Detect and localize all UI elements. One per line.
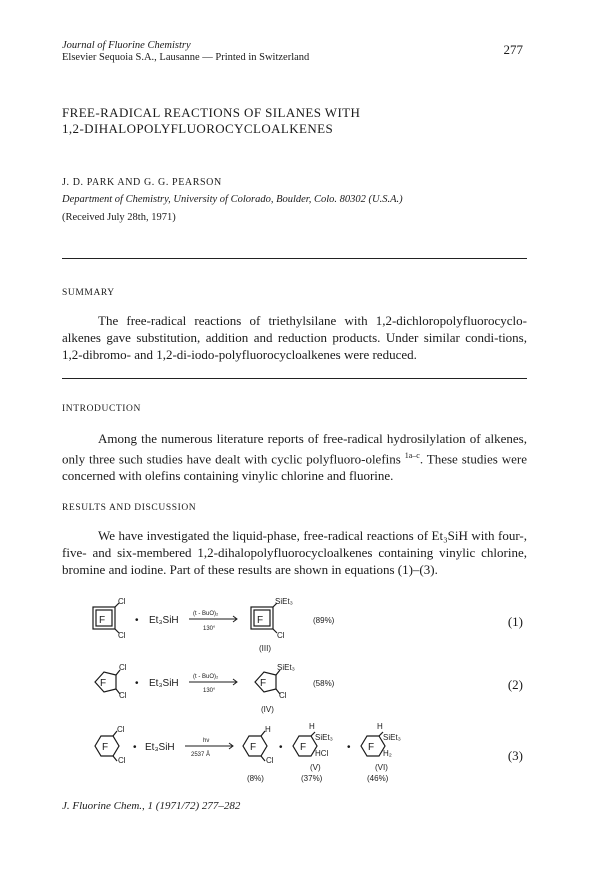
- summary-heading: SUMMARY: [62, 288, 115, 298]
- eq2-condition-bottom: 130°: [203, 688, 216, 694]
- eq1-product-sub-siet3: SiEt₃: [275, 597, 293, 606]
- eq2-product-sub-cl: Cl: [279, 691, 287, 700]
- eq3-sub-cl-top: Cl: [117, 725, 125, 734]
- equation-3-number: (3): [507, 748, 523, 763]
- eq3-p2-label: (V): [310, 763, 321, 772]
- eq1-yield: (89%): [313, 616, 335, 625]
- reference-marker: 1a–c: [404, 451, 420, 460]
- publisher-line: Elsevier Sequoia S.A., Lausanne — Printed in Switzerland: [62, 52, 310, 63]
- footer-citation: J. Fluorine Chem., 1 (1971/72) 277–282: [62, 800, 241, 812]
- eq3-sub-cl-bottom: Cl: [118, 756, 126, 765]
- introduction-paragraph: [62, 430, 527, 484]
- title-line-1: FREE-RADICAL REACTIONS OF SILANES WITH: [62, 105, 361, 120]
- eq2-plus: •: [135, 678, 139, 689]
- eq3-plus-2: •: [279, 742, 283, 753]
- eq2-condition-top: (t - BuO)₂: [193, 674, 219, 680]
- summary-paragraph: The free-radical reactions of triethylsilane with 1,2-dichloropolyfluorocyclo-alkenes gave substitution, addition and reduction products. Under similar condi-tions, 1,2-dibromo- and 1,2-di-iodo-polyfluorocycloalkenes were reduced.: [62, 313, 527, 362]
- article-title: [62, 105, 360, 137]
- eq3-p1-sub-cl: Cl: [266, 756, 274, 765]
- eq3-p2-sub-hcl: HCl: [315, 749, 329, 758]
- eq3-p1-yield: (8%): [247, 774, 264, 783]
- equation-2-number: (2): [507, 677, 523, 692]
- eq2-sub-cl-bottom: Cl: [119, 691, 127, 700]
- eq3-p3-yield: (46%): [367, 774, 389, 783]
- eq3-condition-bottom: 2537 Å: [191, 752, 211, 758]
- equation-2-scheme: [85, 660, 465, 720]
- eq3-p1-sub-h: H: [265, 725, 271, 734]
- journal-name: Journal of Fluorine Chemistry: [62, 40, 191, 51]
- eq3-p2-ring-label: F: [300, 742, 307, 753]
- eq1-reagent: Et₃SiH: [149, 615, 179, 626]
- eq1-condition-top: (t - BuO)₂: [193, 611, 219, 617]
- equation-1-scheme: [85, 595, 465, 655]
- eq2-reagent: Et₃SiH: [149, 678, 179, 689]
- eq3-plus-3: •: [347, 742, 351, 753]
- introduction-text: [62, 430, 527, 484]
- received-date: (Received July 28th, 1971): [62, 212, 176, 223]
- eq3-p1-ring-label: F: [250, 742, 257, 753]
- eq2-product-ring-label: F: [260, 678, 267, 689]
- introduction-body: Among the numerous literature reports of free-radical hydrosilylation of alkenes, only three such studies have dealt with cyclic polyfluoro-olefins: [62, 431, 527, 467]
- eq3-p3-ring-label: F: [368, 742, 375, 753]
- eq3-ring-label: F: [102, 742, 109, 753]
- eq1-product-ring-label: F: [257, 615, 264, 626]
- eq2-product-sub-siet3: SiEt₃: [277, 663, 295, 672]
- equation-3-scheme: [85, 720, 485, 784]
- eq2-ring-label: F: [100, 678, 107, 689]
- eq3-p2-yield: (37%): [301, 774, 323, 783]
- results-heading: RESULTS AND DISCUSSION: [62, 503, 197, 513]
- eq2-reactant-cyclopentene: [95, 670, 120, 694]
- eq2-yield: (58%): [313, 679, 335, 688]
- eq3-plus: •: [133, 742, 137, 753]
- equation-1-number: (1): [507, 614, 523, 629]
- results-paragraph: We have investigated the liquid-phase, free-radical reactions of Et₃SiH with four-, five- and six-membered 1,2-dihalopolyfluorocycloalkenes containing vinylic chlorine, bromine and iodine. Part of these results are shown in equations (1)–(3).: [62, 528, 527, 577]
- eq1-product-label: (III): [259, 644, 271, 653]
- eq1-product-cyclobutene: [251, 603, 277, 633]
- eq2-sub-cl-top: Cl: [119, 663, 127, 672]
- authors: J. D. PARK AND G. G. PEARSON: [62, 177, 222, 188]
- rule-bottom: [62, 378, 527, 379]
- page-number: 277: [503, 42, 523, 57]
- eq1-condition-bottom: 130°: [203, 626, 216, 632]
- eq3-p3-sub-h2: H₂: [383, 749, 392, 758]
- eq3-p3-label: (VI): [375, 763, 388, 772]
- introduction-heading: INTRODUCTION: [62, 404, 141, 414]
- affiliation: Department of Chemistry, University of Colorado, Boulder, Colo. 80302 (U.S.A.): [62, 194, 403, 205]
- eq1-plus: •: [135, 615, 139, 626]
- eq2-product-cyclopentene: [255, 670, 280, 694]
- eq3-p2-sub-h: H: [309, 722, 315, 731]
- eq1-reactant-cyclobutene: [93, 603, 119, 633]
- summary-text: [62, 312, 527, 363]
- title-line-2: 1,2-DIHALOPOLYFLUOROCYCLOALKENES: [62, 121, 334, 136]
- eq2-product-label: (IV): [261, 705, 274, 714]
- eq1-sub-cl-top: Cl: [118, 597, 126, 606]
- eq3-p2-sub-siet3: SiEt₃: [315, 733, 333, 742]
- eq3-p3-sub-h: H: [377, 722, 383, 731]
- rule-top: [62, 258, 527, 259]
- introduction-body-end: . These studies were concerned with olefins containing vinylic chlorine and fluorine.: [62, 451, 527, 484]
- results-text: [62, 527, 527, 578]
- eq3-condition-top: hν: [203, 738, 210, 744]
- eq1-sub-cl-bottom: Cl: [118, 631, 126, 640]
- eq1-product-sub-cl: Cl: [277, 631, 285, 640]
- eq3-reagent: Et₃SiH: [145, 742, 175, 753]
- eq1-ring-label: F: [99, 615, 106, 626]
- eq3-p3-sub-siet3: SiEt₃: [383, 733, 401, 742]
